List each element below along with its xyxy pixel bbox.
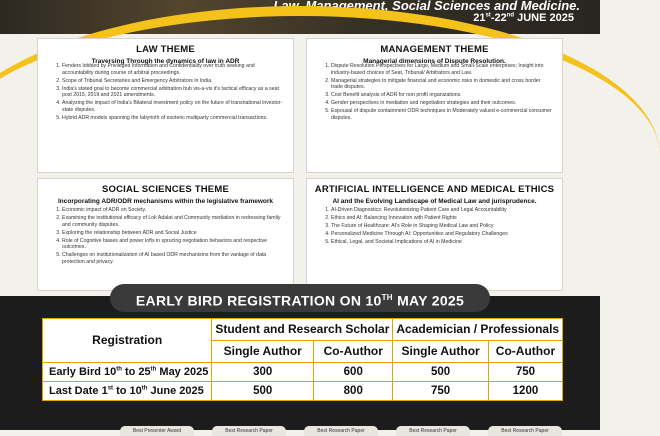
management-theme-list xyxy=(321,63,552,123)
conference-subtitle: Law, Management, Social Sciences and Medicine. xyxy=(273,0,580,13)
list-item: 2. Managerial strategies to mitigate financial and economic risks in domestic and cross border trade disputes. xyxy=(331,78,552,91)
fee-cell: 750 xyxy=(393,381,488,400)
list-item: 4. Role of Cognitive biases and power lofts in sprucing negotiation behaviors and respective outcomes. xyxy=(62,238,283,251)
management-theme-title: MANAGEMENT THEME xyxy=(380,44,489,55)
fee-cell: 750 xyxy=(488,362,562,381)
student-co-header: Co-Author xyxy=(314,340,393,362)
fee-cell: 500 xyxy=(212,381,314,400)
law-theme-subtitle: Traversing Through the dynamics of law in ADR xyxy=(91,58,240,65)
award-pill: Best Presenter Award xyxy=(120,426,194,436)
law-theme-card xyxy=(37,38,294,173)
ai-theme-title: ARTIFICIAL INTELLIGENCE AND MEDICAL ETHICS xyxy=(314,184,555,195)
management-theme-subtitle: Managerial dimensions of Dispute Resolution. xyxy=(363,58,506,65)
management-theme-card xyxy=(306,38,563,173)
fee-cell: 600 xyxy=(314,362,393,381)
list-item: 1. Fenders lobbied by Privileged Information and Confidentiality over truth seeking and accountability during course of arbitral proceedings. xyxy=(62,63,283,76)
fee-cell: 800 xyxy=(314,381,393,400)
list-item: 4. Gender perspectives in mediation and negotiation strategies and their outcomes. xyxy=(331,100,552,107)
academician-co-header: Co-Author xyxy=(488,340,562,362)
list-item: 4. Analyzing the impact of India's Bilateral investment policy on the future of transnational investor- state disputes. xyxy=(62,100,283,113)
list-item: 5. Challenges on institutionalization of AI based ODR mechanisms from the vantage of data protection and privacy. xyxy=(62,252,283,265)
award-pill: Best Research Paper xyxy=(396,426,470,436)
award-pill: Best Research Paper xyxy=(304,426,378,436)
fee-cell: 500 xyxy=(393,362,488,381)
list-item: 2. Scope of Tribunal Secretaries and Emergency Arbitrators in India. xyxy=(62,78,283,85)
list-item: 5. Hybrid ADR models spanning the labyrinth of esoteric multiparty commercial transactions. xyxy=(62,115,283,122)
management-theme-header xyxy=(307,39,562,65)
registration-fee-table xyxy=(42,318,563,401)
student-single-header: Single Author xyxy=(212,340,314,362)
list-item: 3. Cost Benefit analysis of ADR for non profit organizations. xyxy=(331,92,552,99)
social-sciences-theme-subtitle: Incorporating ADR/ODR mechanisms within the legislative framework xyxy=(57,198,274,205)
list-item: 5. Espousal of dispute containment ODR techniques in Moderately valued e-commercial consumer disputes. xyxy=(331,108,552,121)
ai-theme-subtitle: AI and the Evolving Landscape of Medical Law and jurisprudence. xyxy=(332,198,537,205)
registration-header: Registration xyxy=(43,319,212,363)
social-sciences-theme-list xyxy=(52,207,283,267)
list-item: 1. Economic impact of ADR on Society. xyxy=(62,207,283,214)
law-theme-title: LAW THEME xyxy=(136,44,195,55)
table-header-row xyxy=(43,319,563,341)
ai-theme-list xyxy=(321,207,552,247)
social-sciences-theme-header xyxy=(38,179,293,205)
last-date-label: Last Date 1st to 10th June 2025 xyxy=(43,381,212,400)
list-item: 1. AI-Driven Diagnostics: Revolutionizing Patient Care and Legal Accountability xyxy=(331,207,552,214)
conference-date: 21st-22nd JUNE 2025 xyxy=(473,12,574,24)
award-pill: Best Research Paper xyxy=(488,426,562,436)
awards-strip xyxy=(0,404,600,434)
list-item: 4. Personalized Medicine Through AI: Opportunities and Regulatory Challenges xyxy=(331,231,552,238)
early-bird-banner: EARLY BIRD REGISTRATION ON 10TH MAY 2025 xyxy=(110,284,490,312)
list-item: 3. Exploring the relationship between ADR and Social Justice xyxy=(62,230,283,237)
award-pill: Best Research Paper xyxy=(212,426,286,436)
ai-medical-ethics-theme-card xyxy=(306,178,563,291)
list-item: 2. Examining the institutional efficacy of Lok Adalat and Community mediation in redressing family and community disputes. xyxy=(62,215,283,228)
academician-header: Academician / Professionals xyxy=(393,319,563,341)
list-item: 3. The Future of Healthcare: AI's Role in Shaping Medical Law and Policy xyxy=(331,223,552,230)
table-row xyxy=(43,362,563,381)
fee-cell: 1200 xyxy=(488,381,562,400)
social-sciences-theme-card xyxy=(37,178,294,291)
table-row xyxy=(43,381,563,400)
header-banner xyxy=(0,0,600,34)
student-header: Student and Research Scholar xyxy=(212,319,393,341)
early-bird-label: Early Bird 10th to 25th May 2025 xyxy=(43,362,212,381)
ai-theme-header xyxy=(307,179,562,205)
social-sciences-theme-title: SOCIAL SCIENCES THEME xyxy=(101,184,229,195)
law-theme-list xyxy=(52,63,283,123)
list-item: 1. Dispute Resolution Perspectives for Large, Medium and Small-Scale enterprises; Insight into industry-based choices of Seat, Tribunal/ Arbitrators and Law. xyxy=(331,63,552,76)
list-item: 5. Ethical, Legal, and Societal Implications of AI in Medicine xyxy=(331,239,552,246)
fee-cell: 300 xyxy=(212,362,314,381)
list-item: 3. India's stated goal to become commercial arbitration hub vis-a-vis it's tactical efficacy as a seat post 2015, 2019 and 2021 amendments. xyxy=(62,86,283,99)
academician-single-header: Single Author xyxy=(393,340,488,362)
list-item: 2. Ethics and AI: Balancing Innovation with Patient Rights xyxy=(331,215,552,222)
law-theme-header xyxy=(38,39,293,65)
